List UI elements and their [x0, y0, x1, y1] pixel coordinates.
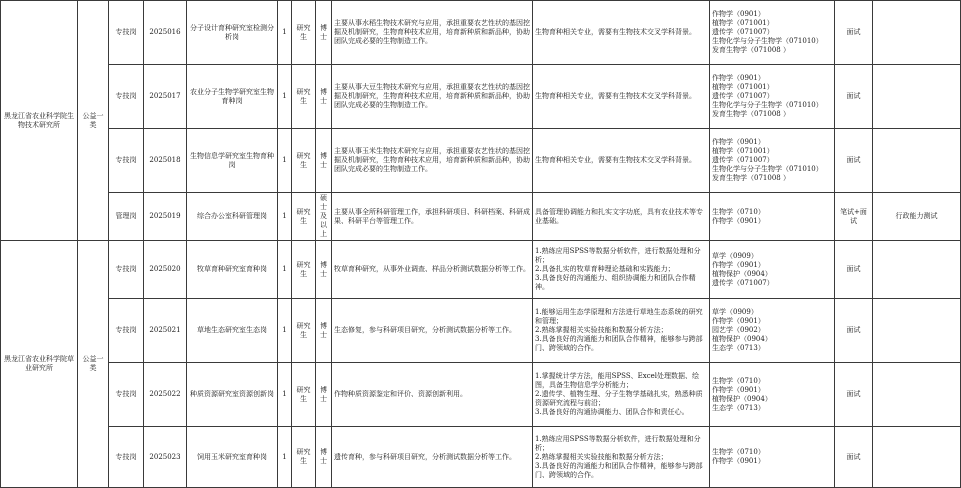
exam-method: 面试	[835, 129, 873, 193]
degree: 博士	[316, 241, 332, 299]
requirement-line: 3.具备良好的沟通能力和团队合作精神，能够参与跨部门、跨领域的合作。	[535, 461, 703, 479]
major-item: 发育生物学（071008 ）	[712, 46, 790, 54]
job-requirement	[533, 427, 710, 488]
table-body	[1, 1, 961, 488]
degree: 博士	[316, 129, 332, 193]
education: 研究生	[292, 129, 316, 193]
requirement-line: 1.掌握统计学方法，能用SPSS、Excel处理数据、绘图，具备生物信息学分析能力；	[535, 372, 700, 389]
post-code: 2025022	[144, 363, 187, 427]
post-type: 专技岗	[109, 129, 144, 193]
other-requirement	[873, 129, 961, 193]
job-duty: 主要从事大豆生物技术研究与应用，承担重要农艺性状的基因挖掘及机制研究，生物育种技术应用，培育新种质和新品种，协助团队完成必要的生物制造工作。	[332, 65, 533, 129]
job-duty: 作物种质资源鉴定和评价、资源创新利用。	[332, 363, 533, 427]
post-code: 2025019	[144, 193, 187, 241]
job-requirement	[533, 299, 710, 363]
major-list	[710, 193, 835, 241]
job-duty: 生态修复，参与科研项目研究，分析测试数据分析等工作。	[332, 299, 533, 363]
major-list	[710, 1, 835, 65]
education: 研究生	[292, 363, 316, 427]
post-code: 2025021	[144, 299, 187, 363]
table-row	[1, 1, 961, 65]
table-row	[1, 193, 961, 241]
degree: 博士	[316, 363, 332, 427]
major-item: 生物化学与分子生物学（071010）	[712, 37, 823, 45]
major-item: 植物保护（0904）	[712, 269, 772, 278]
major-item: 作物学（0901）	[712, 317, 765, 325]
post-count: 1	[278, 299, 292, 363]
exam-method: 面试	[835, 363, 873, 427]
major-item: 生物化学与分子生物学（071010）	[712, 165, 823, 173]
exam-method: 面试	[835, 241, 873, 299]
other-requirement	[873, 363, 961, 427]
post-department: 饲用玉米研究室育种岗	[187, 427, 278, 488]
major-item: 遗传学（071007）	[712, 92, 774, 100]
major-item: 植物学（071001）	[712, 83, 774, 91]
institution-category: 公益一类	[78, 1, 109, 241]
major-item: 作物学（0901）	[712, 138, 765, 146]
job-requirement: 生物育种相关专业，需要有生物技术交叉学科背景。	[533, 1, 710, 65]
major-list	[710, 299, 835, 363]
major-item: 植物保护（0904）	[712, 335, 772, 343]
post-type: 专技岗	[109, 427, 144, 488]
post-type: 专技岗	[109, 65, 144, 129]
major-item: 生物学（0710）	[712, 376, 765, 385]
exam-method: 面试	[835, 65, 873, 129]
post-department: 草地生态研究室生态岗	[187, 299, 278, 363]
major-item: 作物学（0901）	[712, 10, 765, 18]
job-duty: 主要从事玉米生物技术研究与应用，承担重要农艺性状的基因挖掘及机制研究，生物育种技术应用，培育新种质和新品种，协助团队完成必要的生物制造工作。	[332, 129, 533, 193]
post-code: 2025018	[144, 129, 187, 193]
post-code: 2025017	[144, 65, 187, 129]
job-requirement	[533, 363, 710, 427]
major-item: 遗传学（071007）	[712, 28, 774, 36]
post-department: 分子设计育种研究室检测分析岗	[187, 1, 278, 65]
major-item: 草学（0909）	[712, 251, 758, 260]
requirement-line: 2.熟练掌握相关实验技能和数据分析方法；	[535, 326, 668, 334]
post-department: 农业分子生物学研究室生物育种岗	[187, 65, 278, 129]
post-count: 1	[278, 1, 292, 65]
major-item: 生物学（0710）	[712, 207, 765, 216]
post-type: 管理岗	[109, 193, 144, 241]
major-item: 园艺学（0902）	[712, 326, 765, 334]
major-list	[710, 65, 835, 129]
exam-method: 面试	[835, 1, 873, 65]
degree: 博士	[316, 299, 332, 363]
post-code: 2025023	[144, 427, 187, 488]
post-count: 1	[278, 363, 292, 427]
job-requirement: 具备管理协调能力和扎实文字功底，具有农业技术等专业基础。	[533, 193, 710, 241]
major-list	[710, 129, 835, 193]
major-item: 遗传学（071007）	[712, 278, 774, 287]
post-count: 1	[278, 241, 292, 299]
post-department: 种质资源研究室资源创新岗	[187, 363, 278, 427]
table-row	[1, 241, 961, 299]
degree: 博士	[316, 427, 332, 488]
post-count: 1	[278, 193, 292, 241]
exam-method: 面试	[835, 427, 873, 488]
requirement-line: 3.具备良好的沟通能力和团队合作精神，能够参与跨部门、跨领域的合作。	[535, 335, 703, 352]
table-row	[1, 363, 961, 427]
requirement-line: 1.熟练应用SPSS等数据分析软件，进行数据处理和分析；	[535, 247, 701, 264]
post-type: 专技岗	[109, 241, 144, 299]
job-duty: 主要从事水稻生物技术研究与应用，承担重要农艺性状的基因挖掘及机制研究，生物育种技术应用，培育新种质和新品种，协助团队完成必要的生物制造工作。	[332, 1, 533, 65]
education: 研究生	[292, 65, 316, 129]
other-requirement	[873, 241, 961, 299]
major-list	[710, 241, 835, 299]
education: 研究生	[292, 299, 316, 363]
major-item: 作物学（0901）	[712, 457, 765, 465]
job-duty: 遗传育种，参与科研项目研究，分析测试数据分析等工作。	[332, 427, 533, 488]
degree: 博士	[316, 65, 332, 129]
table-row	[1, 427, 961, 488]
major-item: 草学（0909）	[712, 308, 758, 316]
post-type: 专技岗	[109, 299, 144, 363]
major-item: 作物学（0901）	[712, 260, 765, 269]
job-requirement	[533, 241, 710, 299]
other-requirement	[873, 427, 961, 488]
requirement-line: 2.熟练掌握相关实验技能和数据分析方法；	[535, 452, 668, 461]
degree: 硕士及以上	[316, 193, 332, 241]
major-item: 生态学（0713）	[712, 403, 765, 412]
major-item: 遗传学（071007）	[712, 156, 774, 164]
institution-name: 黑龙江省农业科学院生物技术研究所	[1, 1, 78, 241]
table-row	[1, 129, 961, 193]
major-item: 植物学（071001）	[712, 19, 774, 27]
requirement-line: 3.具备良好的沟通协调能力、团队合作和责任心。	[535, 408, 689, 416]
exam-method: 笔试+面试	[835, 193, 873, 241]
institution-category: 公益一类	[78, 241, 109, 488]
major-item: 发育生物学（071008 ）	[712, 110, 790, 118]
major-item: 作物学（0901）	[712, 74, 765, 82]
education: 研究生	[292, 193, 316, 241]
major-item: 植物学（071001）	[712, 147, 774, 155]
post-department: 综合办公室科研管理岗	[187, 193, 278, 241]
requirement-line: 2.遗传学、植物生理、分子生物学基础扎实，熟悉种质资源研究流程与前沿；	[535, 390, 703, 407]
education: 研究生	[292, 1, 316, 65]
education: 研究生	[292, 427, 316, 488]
post-count: 1	[278, 65, 292, 129]
education: 研究生	[292, 241, 316, 299]
major-item: 作物学（0901）	[712, 216, 765, 225]
post-department: 生物信息学研究室生物育种岗	[187, 129, 278, 193]
institution-name: 黑龙江省农业科学院草业研究所	[1, 241, 78, 488]
job-duty: 牧草育种研究，从事外业调查、样品分析测试数据分析等工作。	[332, 241, 533, 299]
job-duty: 主要从事全所科研管理工作，承担科研项目、科研档案、科研成果、科研平台等管理工作。	[332, 193, 533, 241]
other-requirement	[873, 65, 961, 129]
other-requirement: 行政能力测试	[873, 193, 961, 241]
other-requirement	[873, 1, 961, 65]
major-item: 植物保护（0904）	[712, 394, 772, 403]
requirement-line: 2.具备扎实的牧草育种理论基础和实践能力；	[535, 265, 675, 273]
major-item: 发育生物学（071008 ）	[712, 174, 790, 182]
post-type: 专技岗	[109, 1, 144, 65]
post-type: 专技岗	[109, 363, 144, 427]
post-count: 1	[278, 427, 292, 488]
major-item: 生态学（0713）	[712, 344, 765, 352]
degree: 博士	[316, 1, 332, 65]
post-code: 2025020	[144, 241, 187, 299]
major-list	[710, 427, 835, 488]
post-count: 1	[278, 129, 292, 193]
requirement-line: 1.熟练应用SPSS等数据分析软件，进行数据处理和分析；	[535, 434, 701, 452]
post-department: 牧草育种研究室育种岗	[187, 241, 278, 299]
major-item: 生物学（0710）	[712, 448, 765, 456]
table-row	[1, 65, 961, 129]
job-requirement: 生物育种相关专业，需要有生物技术交叉学科背景。	[533, 65, 710, 129]
table-row	[1, 299, 961, 363]
other-requirement	[873, 299, 961, 363]
requirement-line: 1.能够运用生态学原理和方法进行草地生态系统的研究和管理；	[535, 308, 703, 325]
job-requirement: 生物育种相关专业，需要有生物技术交叉学科背景。	[533, 129, 710, 193]
requirement-line: 3.具备良好的沟通能力、组织协调能力和团队合作精神。	[535, 274, 696, 291]
major-list	[710, 363, 835, 427]
major-item: 作物学（0901）	[712, 385, 765, 394]
post-code: 2025016	[144, 1, 187, 65]
major-item: 生物化学与分子生物学（071010）	[712, 101, 823, 109]
exam-method: 面试	[835, 299, 873, 363]
